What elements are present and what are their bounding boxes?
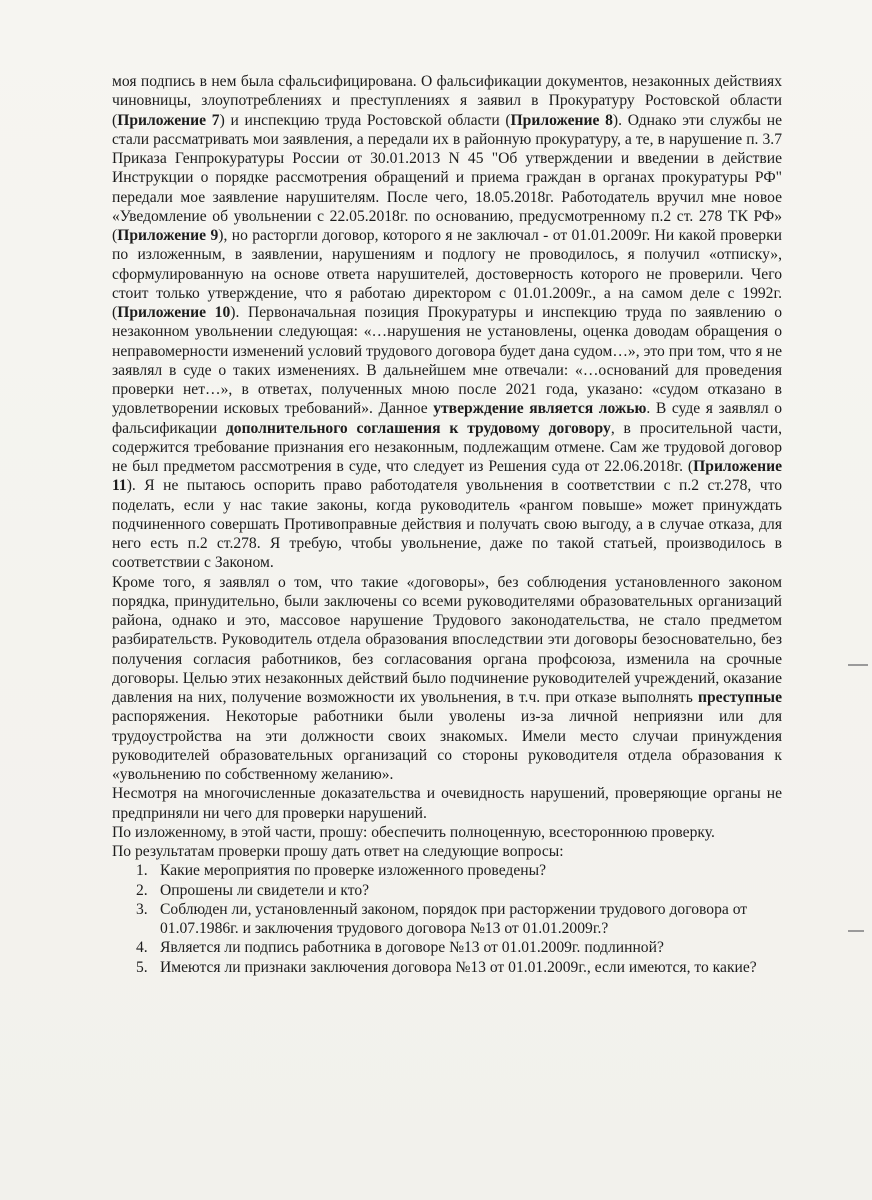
questions-list [112,861,782,977]
paragraph-1: моя подпись в нем была сфальсифицирована. О фальсификации документов, незаконных действиях чиновницы, злоупотреблениях и преступлениях я заявил в Прокуратуру Ростовской области (Приложение 7) и инспекцию труда Ростовской области (Приложение 8). Однако эти службы не стали рассматривать мои заявления, а передали их в районную прокуратуру, а те, в нарушение п. 3.7 Приказа Генпрокуратуры России от 30.01.2013 N 45 "Об утверждении и введении в действие Инструкции о порядке рассмотрения обращений и приема граждан в органах прокуратуры РФ" передали мое заявление нарушителям. После чего, 18.05.2018г. Работодатель вручил мне новое «Уведомление об увольнении с 22.05.2018г. по основанию, предусмотренному п.2 ст. 278 ТК РФ» (Приложение 9), но расторгли договор, которого я не заключал - от 01.01.2009г. Ни какой проверки по изложенным, в заявлении, нарушениям и подлогу не проводилось, я получил «отписку», сформулированную на основе ответа нарушителей, достоверность которого не проверили. Чего стоит только утверждение, что я работаю директором с 01.01.2009г., а на самом деле с 1992г. (Приложение 10). Первоначальная позиция Прокуратуры и инспекцию труда по заявлению о незаконном увольнении следующая: «…нарушения не установлены, оценка доводам обращения о неправомерности изменений условий трудового договора будет дана судом…», это при том, что я не заявлял в суде о таких изменениях. В дальнейшем мне отвечали: «…оснований для проведения проверки нет…», в ответах, полученных мною после 2021 года, указано: «судом отказано в удовлетворении исковых требований». Данное утверждение является ложью. В суде я заявлял о фальсификации дополнительного соглашения к трудовому договору, в просительной части, содержится требование признания его незаконным, подлежащим отмене. Сам же трудовой договор не был предметом рассмотрения в суде, что следует из Решения суда от 22.06.2018г. (Приложение 11). Я не пытаюсь оспорить право работодателя увольнения в соответствии с п.2 ст.278, что поделать, если у нас такие законы, когда руководитель «рангом повыше» может принуждать подчиненного совершать Противоправные действия и получать свою выгоду, а в случае отказа, для него есть п.2 ст.278. Я требую, чтобы увольнение, даже по такой статьей, производилось в соответствии с Законом. [112,73,783,572]
paragraph-3: Несмотря на многочисленные доказательства и очевидность нарушений, проверяющие органы не предприняли ни чего для проверки нарушений. [112,785,782,822]
paragraph-2: Кроме того, я заявлял о том, что такие «договоры», без соблюдения установленного законом порядка, принудительно, были заключены со всеми руководителями образовательных организаций района, однако и это, массовое нарушение Трудового законодательства, не стало предметом разбирательств. Руководитель отдела образования впоследствии эти договоры безосновательно, без получения согласия работников, без согласования органа профсоюза, изменила на срочные договоры. Целью этих незаконных действий было подчинение руководителей учреждений, оказание давления на них, получение возможности их увольнения, в т.ч. при отказе выполнять преступные распоряжения. Некоторые работники были уволены из-за личной неприязни или для трудоустройства на эти должности своих знакомых. Имели место случаи принуждения руководителей образовательных организаций со стороны руководителя отдела образования к «увольнению по собственному желанию». [112,573,782,783]
paragraph-4: По изложенному, в этой части, прошу: обеспечить полноценную, всестороннюю проверку. [112,823,715,841]
list-item: 5. Имеются ли признаки заключения договора №13 от 01.01.2009г., если имеются, то какие? [136,958,757,976]
list-item: 3. Соблюден ли, установленный законом, порядок при расторжении трудового договора от 01.07.1986г. и заключения трудового договора №13 от 01.01.2009г.? [136,900,748,937]
paragraph-5: По результатам проверки прошу дать ответ на следующие вопросы: [112,843,564,860]
scan-edge-mark [848,930,864,932]
list-item: 4. Является ли подпись работника в договоре №13 от 01.01.2009г. подлинной? [136,939,664,957]
list-item: 1. Какие мероприятия по проверке изложенного проведены? [136,862,547,880]
list-item: 2. Опрошены ли свидетели и кто? [136,881,370,899]
scan-edge-mark [848,664,868,666]
document-body [112,72,782,977]
